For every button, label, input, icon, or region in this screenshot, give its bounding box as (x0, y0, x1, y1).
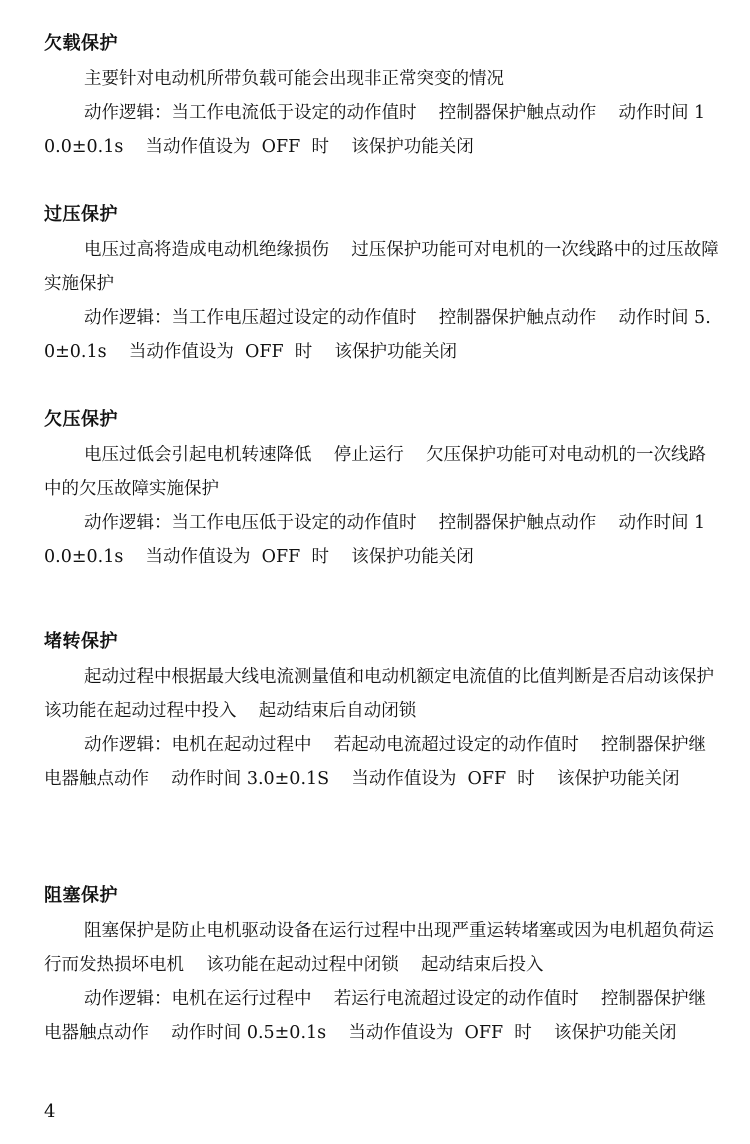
section-paragraph: 动作逻辑：电机在运行过程中 若运行电流超过设定的动作值时 控制器保护继电器触点动作 动作时间 0.5±0.1s 当动作值设为 OFF 时 该保护功能关闭 (44, 989, 706, 1043)
section-paragraph: 阻塞保护是防止电机驱动设备在运行过程中出现严重运转堵塞或因为电机超负荷运行而发热损坏电机 该功能在起动过程中闭锁 起动结束后投入 (44, 921, 714, 975)
section-underload-protection (44, 32, 720, 164)
section-paragraph: 动作逻辑：当工作电压低于设定的动作值时 控制器保护触点动作 动作时间 10.0±0.1s 当动作值设为 OFF 时 该保护功能关闭 (44, 513, 706, 567)
page-number: 4 (44, 1101, 56, 1122)
section-paragraph: 动作逻辑：当工作电压超过设定的动作值时 控制器保护触点动作 动作时间 5.0±0.1s 当动作值设为 OFF 时 该保护功能关闭 (44, 308, 711, 362)
section-paragraph: 动作逻辑：电机在起动过程中 若起动电流超过设定的动作值时 控制器保护继电器触点动作 动作时间 3.0±0.1S 当动作值设为 OFF 时 该保护功能关闭 (44, 735, 706, 789)
section-paragraph: 起动过程中根据最大线电流测量值和电动机额定电流值的比值判断是否启动该保护 该功能在起动过程中投入 起动结束后自动闭锁 (44, 667, 737, 721)
section-paragraph: 主要针对电动机所带负载可能会出现非正常突变的情况 (84, 69, 504, 89)
section-heading: 过压保护 (44, 204, 118, 225)
section-undervoltage-protection (44, 408, 720, 574)
section-heading: 欠压保护 (44, 409, 118, 430)
section-heading: 阻塞保护 (44, 885, 118, 906)
section-overvoltage-protection (44, 203, 720, 369)
section-heading: 堵转保护 (44, 631, 118, 652)
section-paragraph: 动作逻辑：当工作电流低于设定的动作值时 控制器保护触点动作 动作时间 10.0±0.1s 当动作值设为 OFF 时 该保护功能关闭 (44, 103, 706, 157)
section-jam-protection (44, 884, 720, 1050)
section-paragraph: 电压过低会引起电机转速降低 停止运行 欠压保护功能可对电动机的一次线路中的欠压故障实施保护 (44, 445, 706, 499)
section-locked-rotor-protection (44, 630, 737, 796)
section-heading: 欠载保护 (44, 33, 118, 54)
section-paragraph: 电压过高将造成电动机绝缘损伤 过压保护功能可对电机的一次线路中的过压故障实施保护 (44, 240, 719, 294)
